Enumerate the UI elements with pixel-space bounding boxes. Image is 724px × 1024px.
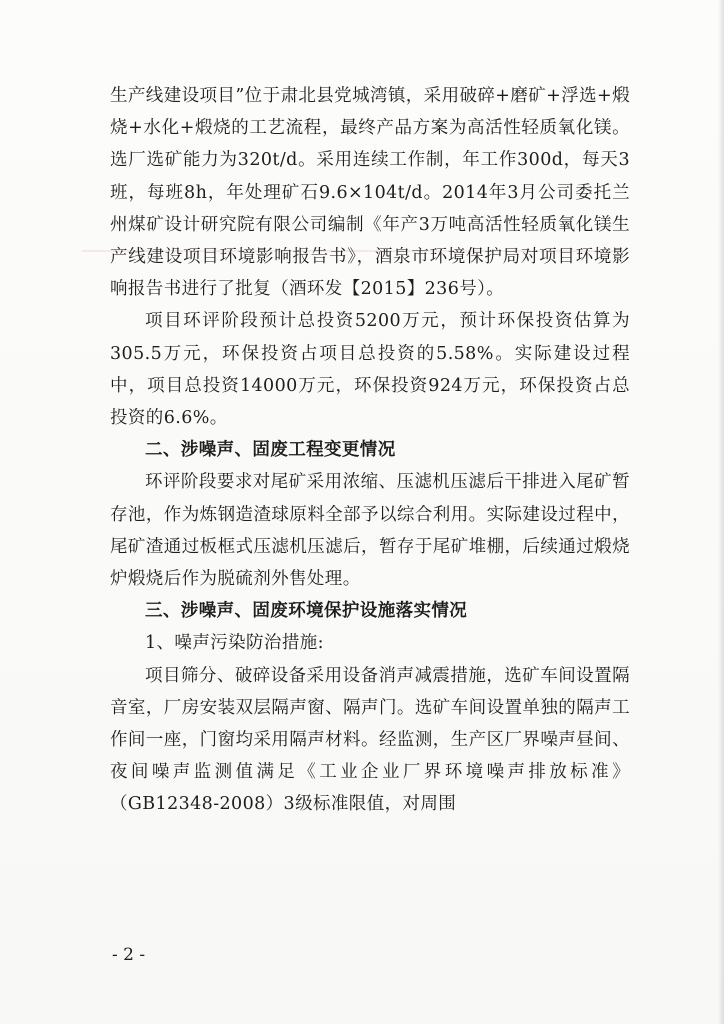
paragraph-3: 环评阶段要求对尾矿采用浓缩、压滤机压滤后干排进入尾矿暂存池，作为炼钢造渣球原料全部予以综合利用。实际建设过程中，尾矿渣通过板框式压滤机压滤后，暂存于尾矿堆棚，后续通过煅烧炉煅烧后作为脱硫剂外售处理。 [110,472,630,590]
body-text [110,80,630,821]
subsection-noise: 1、噪声污染防治措施: [145,633,324,654]
section-heading-3: 三、涉噪声、固废环境保护设施落实情况 [145,601,468,622]
page-number: - 2 - [112,945,146,965]
section-heading-2: 二、涉噪声、固废工程变更情况 [145,440,396,461]
page-edge-shadow [718,0,724,1024]
paragraph-4: 项目筛分、破碎设备采用设备消声减震措施，选矿车间设置隔音室，厂房安装双层隔声窗、隔声门。选矿车间设置单独的隔声工作间一座，门窗均采用隔声材料。经监测，生产区厂界噪声昼间、夜间噪声监测值满足《工业企业厂界环境噪声排放标准》（GB12348-2008）3级标准限值，对周围 [110,665,630,815]
paragraph-1: 生产线建设项目”位于肃北县党城湾镇，采用破碎+磨矿+浮选+煅烧+水化+煅烧的工艺流程，最终产品方案为高活性轻质氧化镁。选厂选矿能力为320t/d。采用连续工作制，年工作300d，每天3班，每班8h，年处理矿石9.6×104t/d。2014年3月公司委托兰州煤矿设计研究院有限公司编制《年产3万吨高活性轻质氧化镁生产线建设项目环境影响报告书》，酒泉市环境保护局对项目环境影响报告书进行了批复（酒环发【2015】236号）。 [110,86,630,300]
paragraph-2: 项目环评阶段预计总投资5200万元，预计环保投资估算为305.5万元，环保投资占项目总投资的5.58%。实际建设过程中，项目总投资14000万元，环保投资924万元，环保投资占总投资的6.6%。 [110,311,630,429]
